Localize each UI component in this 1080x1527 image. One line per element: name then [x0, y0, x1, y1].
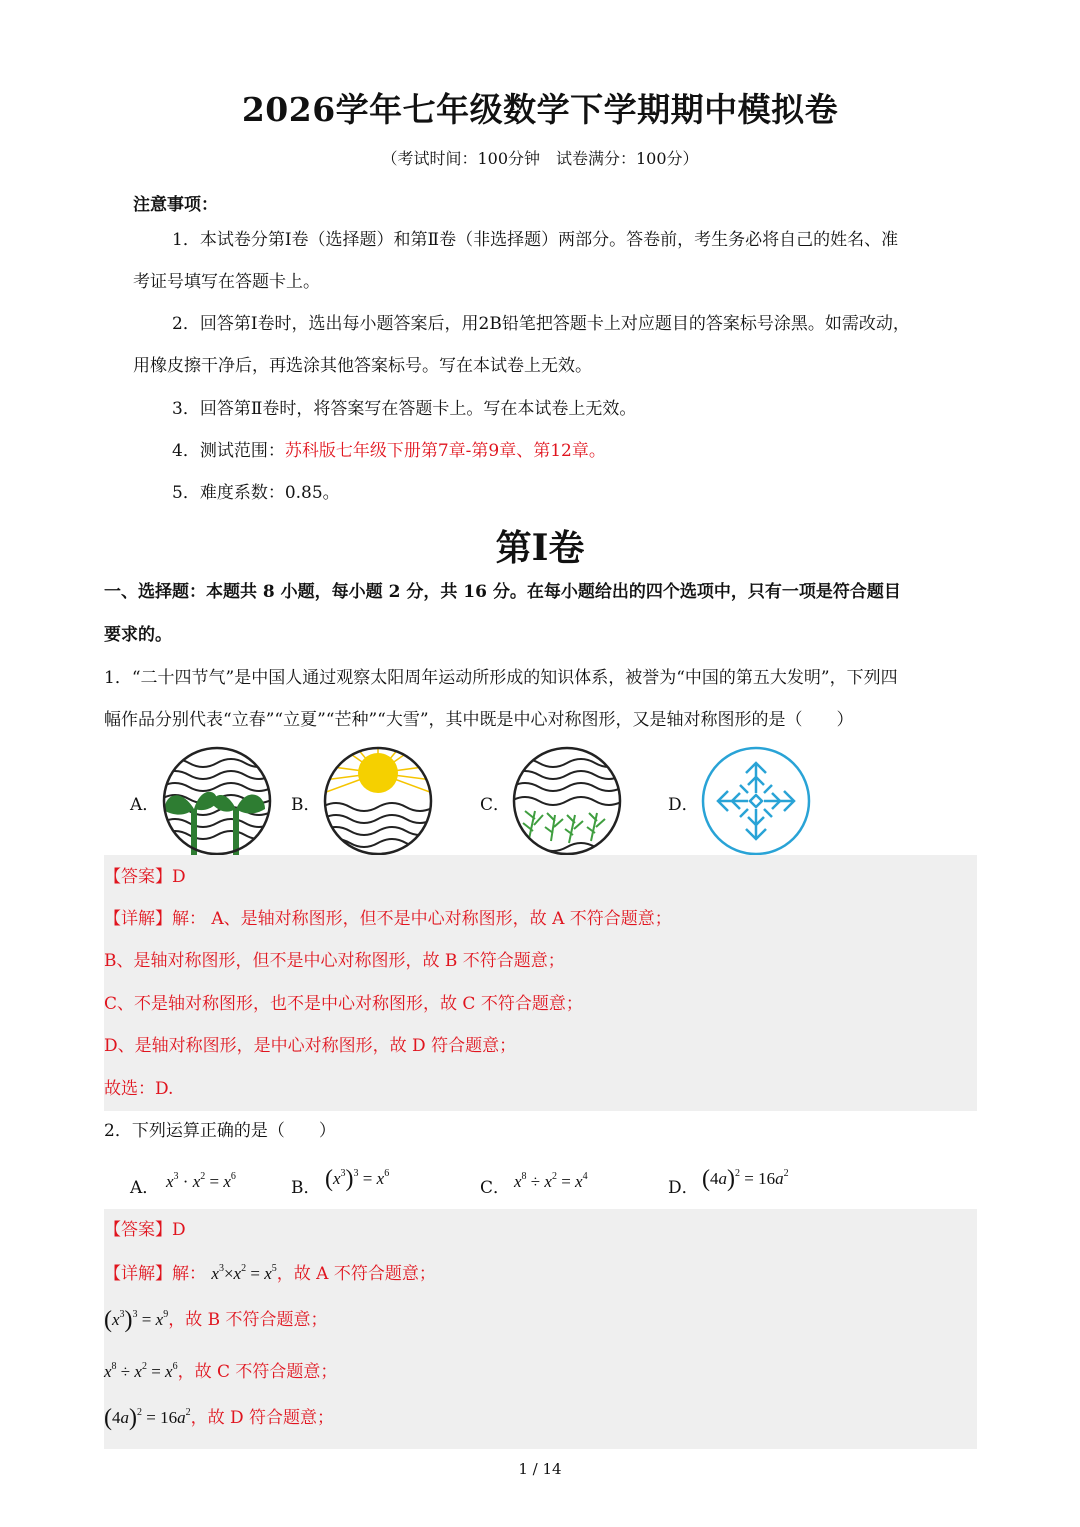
note-2-line-1: 2．回答第Ⅰ卷时，选出每小题答案后，用2B铅笔把答题卡上对应题目的答案标号涂黑。如需改动，	[172, 314, 910, 334]
q2-detail-formula-3: $x^8 \div x^2 = x^6$	[104, 1361, 178, 1381]
q2-detail-formula-4: $(4a)^2 = 16a^2$	[104, 1405, 191, 1431]
note-2-line-2: 用橡皮擦干净后，再选涂其他答案标号。写在本试卷上无效。	[133, 356, 592, 376]
q2-detail-formula-2: $(x^3)^3 = x^9$	[104, 1307, 169, 1333]
q2-option-d-label: D．	[668, 1178, 699, 1198]
exam-info: （考试时间：100分钟 试卷满分：100分）	[381, 149, 699, 168]
q1-stem-line-2: 幅作品分别代表“立春”“立夏”“芒种”“大雪”，其中既是中心对称图形，又是轴对称图形的是（ ）	[104, 710, 854, 730]
q1-stem-line-1: 1．“二十四节气”是中国人通过观察太阳周年运动所形成的知识体系，被誉为“中国的第五大发明”，下列四	[104, 668, 898, 688]
q2-option-a-formula: $x^3 \cdot x^2 = x^6$	[166, 1171, 236, 1191]
q2-detail-line-4	[104, 1406, 334, 1430]
sun-icon	[322, 745, 434, 857]
q1-answer: 【答案】D	[104, 867, 186, 887]
note-4-range: 苏科版七年级下册第7章-第9章、第12章。	[284, 441, 606, 461]
grain-icon	[511, 745, 623, 857]
snowflake-icon	[700, 745, 812, 857]
q2-detail-suffix-1: ，故 A 不符合题意；	[276, 1264, 436, 1284]
q2-detail-prefix: 解：	[172, 1264, 206, 1284]
q2-stem: 2．下列运算正确的是（ ）	[104, 1121, 336, 1141]
q2-option-c-formula: $x^8 \div x^2 = x^4$	[514, 1171, 588, 1191]
q1-option-a-label: A．	[130, 795, 160, 815]
q2-detail-label: 【详解】	[104, 1264, 172, 1284]
section-1-heading-line-1: 一、选择题：本题共 8 小题，每小题 2 分，共 16 分。在每小题给出的四个选项中，只有一项是符合题目	[104, 582, 901, 602]
q2-detail-line-3	[104, 1362, 337, 1381]
q2-detail-suffix-4: ，故 D 符合题意；	[190, 1408, 335, 1428]
page-title: 2026学年七年级数学下学期期中模拟卷	[241, 90, 839, 129]
q2-option-c-label: C．	[480, 1178, 511, 1198]
q2-option-d-formula: $(4a)^2 = 16a^2$	[702, 1166, 789, 1192]
part-title: 第Ⅰ卷	[495, 527, 585, 569]
note-5: 5．难度系数：0.85。	[172, 483, 340, 503]
q1-option-d-label: D．	[668, 795, 699, 815]
page-number: 1 / 14	[518, 1460, 562, 1478]
q1-detail-line-5: 故选：D.	[104, 1079, 174, 1099]
q2-detail-line-2	[104, 1308, 328, 1332]
q1-option-c-label: C．	[480, 795, 511, 815]
section-1-heading-line-2: 要求的。	[104, 625, 172, 645]
q1-detail-line-2: B、是轴对称图形，但不是中心对称图形，故 B 不符合题意；	[104, 951, 565, 971]
q2-detail-line-1	[104, 1264, 436, 1283]
q1-detail-text-1: 解： A、是轴对称图形，但不是中心对称图形，故 A 不符合题意；	[172, 909, 672, 929]
sprout-icon	[161, 745, 273, 857]
q2-option-a-label: A．	[130, 1178, 160, 1198]
q2-detail-formula-1: $x^3\times x^2 = x^5$	[211, 1263, 277, 1283]
note-3: 3．回答第Ⅱ卷时，将答案写在答题卡上。写在本试卷上无效。	[172, 399, 637, 419]
q2-option-b-formula: $(x^3)^3 = x^6$	[325, 1166, 390, 1192]
q1-answer-box	[104, 855, 977, 1111]
q1-detail-line-1	[104, 911, 672, 928]
note-1-line-2: 考证号填写在答题卡上。	[133, 272, 320, 292]
q1-detail-label: 【详解】	[104, 909, 172, 929]
q2-answer: 【答案】D	[104, 1220, 186, 1240]
q2-option-b-label: B．	[291, 1178, 321, 1198]
q1-detail-line-3: C、不是轴对称图形，也不是中心对称图形，故 C 不符合题意；	[104, 994, 583, 1014]
note-1-line-1: 1．本试卷分第Ⅰ卷（选择题）和第Ⅱ卷（非选择题）两部分。答卷前，考生务必将自己的姓名、准	[172, 230, 899, 250]
q2-detail-suffix-2: ，故 B 不符合题意；	[168, 1310, 328, 1330]
q1-option-b-label: B．	[291, 795, 321, 815]
q2-detail-suffix-3: ，故 C 不符合题意；	[177, 1362, 338, 1382]
note-4-prefix: 4．测试范围：	[172, 441, 285, 461]
q1-detail-line-4: D、是轴对称图形，是中心对称图形，故 D 符合题意；	[104, 1036, 517, 1056]
note-4	[172, 443, 606, 460]
notes-heading: 注意事项：	[133, 195, 218, 215]
